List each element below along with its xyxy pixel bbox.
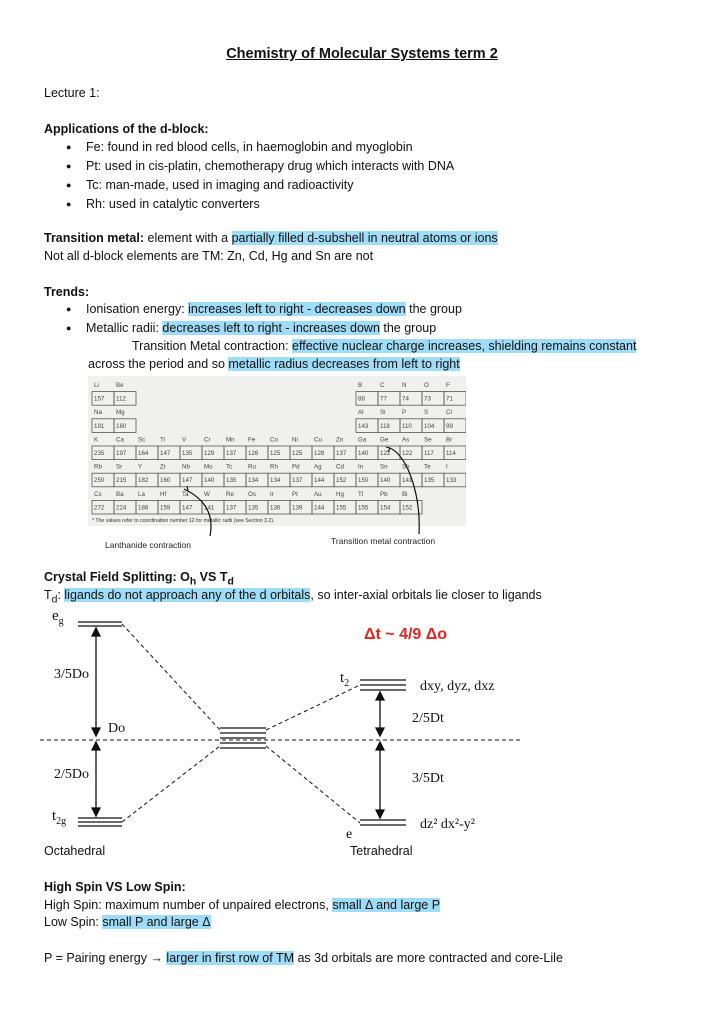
trends-heading: Trends: <box>44 285 90 299</box>
radius-value: 125 <box>270 450 281 457</box>
radius-value: 135 <box>248 504 259 512</box>
cf-heading-sub2: d <box>227 576 234 588</box>
element-symbol: F <box>446 382 450 389</box>
element-symbol: Tc <box>226 463 233 471</box>
high-spin-label: High Spin: maximum number of unpaired electrons, <box>44 898 333 912</box>
radius-value: 133 <box>446 477 457 485</box>
radius-value: 250 <box>94 477 105 485</box>
td-highlight: ligands do not approach any of the d orbitals <box>64 588 311 602</box>
eg-label: $e_g$ <box>52 608 64 627</box>
radius-value: 147 <box>160 450 171 457</box>
tet-upper-label: 2/5Dt <box>412 711 444 726</box>
radius-value: 141 <box>402 477 413 485</box>
pairing-line <box>44 951 563 965</box>
contraction-label: Transition Metal contraction: <box>132 339 293 353</box>
element-symbol: In <box>358 463 364 471</box>
radius-value: 77 <box>380 395 387 403</box>
list-item: ● Fe: found in red blood cells, in haemoglobin and myoglobin <box>66 138 454 157</box>
radius-value: 129 <box>204 450 215 457</box>
list-item: ● Rh: used in catalytic converters <box>66 195 454 214</box>
radius-value: 118 <box>380 422 390 430</box>
radius-value: 122 <box>380 450 391 457</box>
element-symbol: N <box>402 382 407 389</box>
contraction-highlight-1: effective nuclear charge increases, shielding remains constant <box>292 339 637 353</box>
radius-value: 71 <box>446 395 453 403</box>
radius-value: 160 <box>160 477 171 485</box>
element-symbol: Mo <box>204 463 213 471</box>
element-symbol: Ti <box>160 436 165 444</box>
element-symbol: Al <box>358 409 364 417</box>
element-symbol: Na <box>94 409 102 417</box>
applications-list <box>66 138 454 214</box>
e-label: e <box>346 827 353 838</box>
radius-value: 117 <box>424 450 434 457</box>
ionisation-highlight: increases left to right - decreases down <box>188 302 406 316</box>
tetrahedral-caption: Tetrahedral <box>350 844 413 858</box>
radius-value: 135 <box>182 450 193 457</box>
pairing-label: P = Pairing energy <box>44 951 151 965</box>
element-symbol: P <box>402 409 407 417</box>
element-symbol: Fe <box>248 436 256 444</box>
do-label: Do <box>108 721 126 736</box>
element-symbol: Se <box>424 436 432 444</box>
radius-value: 159 <box>160 504 171 512</box>
table-footnote: * The values refer to coordination number 12 for metallic radii (see Section 3.2). <box>92 518 275 524</box>
trends-list <box>66 300 462 338</box>
element-symbol: Cu <box>314 436 322 444</box>
element-symbol: Rb <box>94 463 102 471</box>
element-symbol: Li <box>94 382 99 389</box>
element-symbol: Sb <box>402 463 410 471</box>
tm-highlight: partially filled d-subshell in neutral atoms or ions <box>231 231 498 245</box>
element-symbol: K <box>94 436 99 444</box>
radius-value: 125 <box>292 450 303 457</box>
ionisation-label: Ionisation energy: <box>86 302 189 316</box>
radius-value: 144 <box>314 504 325 512</box>
radius-value: 137 <box>292 477 303 485</box>
t2g-label: $t_{2g}$ <box>52 808 67 827</box>
radius-value: 140 <box>204 477 215 485</box>
element-symbol: Sc <box>138 436 146 444</box>
radius-value: 104 <box>424 422 435 430</box>
element-symbol: Ni <box>292 436 298 444</box>
element-symbol: Rh <box>270 463 278 471</box>
tet-lower-label: 3/5Dt <box>412 771 444 786</box>
element-symbol: Mg <box>116 409 125 417</box>
element-symbol: Re <box>226 490 234 498</box>
radius-value: 112 <box>116 395 126 403</box>
lanthanide-contraction-label: Lanthanide contraction <box>105 540 192 550</box>
pairing-tail: as 3d orbitals are more contracted and core-Lile <box>294 951 563 965</box>
element-symbol: Te <box>424 463 431 471</box>
delta-relation: Δt ~ 4/9 Δo <box>364 626 448 643</box>
element-symbol: Ba <box>116 490 124 498</box>
metallic-radii-table <box>88 376 466 552</box>
tm-definition <box>44 231 498 245</box>
oct-upper-label: 3/5Do <box>54 667 89 682</box>
radius-value: 182 <box>138 477 149 485</box>
radius-value: 152 <box>402 504 413 512</box>
element-symbol: Mn <box>226 436 235 444</box>
radius-value: 137 <box>226 450 237 457</box>
radius-value: 135 <box>424 477 435 485</box>
radius-value: 155 <box>336 504 347 512</box>
lecture-label: Lecture 1: <box>44 86 100 100</box>
element-symbol: Br <box>446 436 453 444</box>
element-symbol: Zn <box>336 436 344 444</box>
element-symbol: V <box>182 436 187 444</box>
radii-tail: the group <box>379 321 437 335</box>
element-symbol: B <box>358 382 363 389</box>
spin-heading: High Spin VS Low Spin: <box>44 880 186 894</box>
contraction-line2 <box>88 357 460 371</box>
cf-heading-text: Crystal Field Splitting: O <box>44 570 190 584</box>
element-symbol: Hg <box>336 490 344 498</box>
low-spin-line <box>44 915 211 929</box>
radius-value: 136 <box>270 504 281 512</box>
tm-contraction-label: Transition metal contraction <box>331 536 436 546</box>
cf-heading-sub1: h <box>189 576 197 588</box>
radii-highlight: decreases left to right - increases down <box>162 321 380 335</box>
td-sub: d <box>51 594 58 606</box>
radius-value: 73 <box>424 395 431 403</box>
applications-heading: Applications of the d-block: <box>44 122 209 136</box>
radius-value: 88 <box>358 395 365 403</box>
radius-value: 147 <box>182 504 193 512</box>
radius-value: 122 <box>402 450 413 457</box>
high-spin-highlight: small Δ and large P <box>332 898 441 912</box>
element-symbol: Cl <box>446 409 452 417</box>
radius-value: 114 <box>446 450 456 457</box>
element-symbol: Sr <box>116 463 123 471</box>
radius-value: 152 <box>336 477 347 485</box>
pairing-highlight: larger in first row of TM <box>166 951 294 965</box>
radius-value: 134 <box>270 477 281 485</box>
radius-value: 99 <box>446 422 453 430</box>
element-symbol: Y <box>138 463 143 471</box>
radius-value: 110 <box>402 422 412 430</box>
element-symbol: Nb <box>182 463 190 471</box>
element-symbol: Au <box>314 490 322 498</box>
crystal-field-diagram <box>40 606 520 838</box>
td-colon: : <box>57 588 65 602</box>
radius-value: 224 <box>116 504 127 512</box>
element-symbol: Sn <box>380 463 388 471</box>
element-symbol: Cd <box>336 463 344 471</box>
radius-value: 215 <box>116 477 127 485</box>
radius-value: 128 <box>314 450 325 457</box>
contraction-line1 <box>132 339 636 353</box>
low-spin-highlight: small P and large Δ <box>102 915 211 929</box>
element-symbol: Si <box>380 409 386 417</box>
crystal-field-heading <box>44 570 234 588</box>
radius-value: 157 <box>94 395 105 403</box>
contraction-text: across the period and so <box>88 357 229 371</box>
element-symbol: Cs <box>94 490 102 498</box>
high-spin-line <box>44 898 440 912</box>
element-symbol: Ag <box>314 463 322 471</box>
radius-value: 197 <box>116 450 127 457</box>
radius-value: 188 <box>138 504 149 512</box>
radius-value: 143 <box>358 422 369 430</box>
radius-value: 140 <box>380 477 391 485</box>
list-item: ● Pt: used in cis-platin, chemotherapy drug which interacts with DNA <box>66 157 454 176</box>
element-symbol: I <box>446 463 448 471</box>
oct-lower-label: 2/5Do <box>54 767 89 782</box>
radius-value: 147 <box>182 477 193 485</box>
radius-value: 137 <box>226 504 237 512</box>
t2-label: $t_2$ <box>340 670 350 689</box>
element-symbol: Ca <box>116 436 124 444</box>
radius-value: 191 <box>94 422 105 430</box>
ionisation-tail: the group <box>405 302 462 316</box>
list-item: ● Tc: man-made, used in imaging and radioactivity <box>66 176 454 195</box>
element-symbol: Ga <box>358 436 367 444</box>
element-symbol: W <box>204 490 210 498</box>
element-symbol: Zr <box>160 463 166 471</box>
element-symbol: Ru <box>248 463 256 471</box>
radius-value: 154 <box>380 504 391 512</box>
radius-value: 150 <box>358 477 369 485</box>
octahedral-caption: Octahedral <box>44 844 106 858</box>
element-symbol: As <box>402 436 410 444</box>
upper-orbitals-label: dxy, dyz, dxz <box>420 679 495 694</box>
td-statement <box>44 588 542 606</box>
tm-text: element with a <box>144 231 232 245</box>
list-item <box>66 300 462 319</box>
element-symbol: Pb <box>380 490 388 498</box>
element-symbol: Ta <box>182 490 189 498</box>
radius-value: 139 <box>292 504 303 512</box>
radius-value: 272 <box>94 504 105 512</box>
radius-value: 235 <box>94 450 105 457</box>
radius-value: 135 <box>226 477 237 485</box>
radius-value: 144 <box>314 477 325 485</box>
radius-value: 155 <box>358 504 369 512</box>
list-item <box>66 319 462 338</box>
element-symbol: Ir <box>270 490 274 498</box>
radius-value: 140 <box>358 450 369 457</box>
element-symbol: Tl <box>358 490 364 498</box>
element-symbol: La <box>138 490 145 498</box>
arrow-right-icon: → <box>150 951 163 965</box>
tm-term: Transition metal: <box>44 231 145 245</box>
radius-value: 134 <box>248 477 259 485</box>
element-symbol: Co <box>270 436 278 444</box>
element-symbol: Cr <box>204 436 211 444</box>
contraction-highlight-2: metallic radius decreases from left to right <box>228 357 460 371</box>
lower-orbitals-label: dz² dx²-y² <box>420 817 475 832</box>
element-symbol: C <box>380 382 385 389</box>
element-symbol: S <box>424 409 429 417</box>
radius-value: 126 <box>248 450 259 457</box>
radius-value: 160 <box>116 422 127 430</box>
element-symbol: Bi <box>402 490 408 498</box>
element-symbol: Be <box>116 382 124 389</box>
radius-value: 141 <box>204 504 215 512</box>
td-tail: , so inter-axial orbitals lie closer to ligands <box>310 588 542 602</box>
element-symbol: Ge <box>380 436 389 444</box>
element-symbol: O <box>424 382 429 389</box>
td-label: T <box>44 588 52 602</box>
element-symbol: Hf <box>160 490 167 498</box>
page-title: Chemistry of Molecular Systems term 2 <box>226 46 498 62</box>
radius-value: 74 <box>402 395 409 403</box>
cf-heading-mid: VS T <box>196 570 228 584</box>
radius-value: 137 <box>336 450 347 457</box>
tm-note: Not all d-block elements are TM: Zn, Cd, Hg and Sn are not <box>44 249 374 263</box>
element-symbol: Pd <box>292 463 300 471</box>
element-symbol: Pt <box>292 490 298 498</box>
low-spin-label: Low Spin: <box>44 915 103 929</box>
radii-label: Metallic radii: <box>86 321 163 335</box>
element-symbol: Os <box>248 490 256 498</box>
radius-value: 164 <box>138 450 149 457</box>
